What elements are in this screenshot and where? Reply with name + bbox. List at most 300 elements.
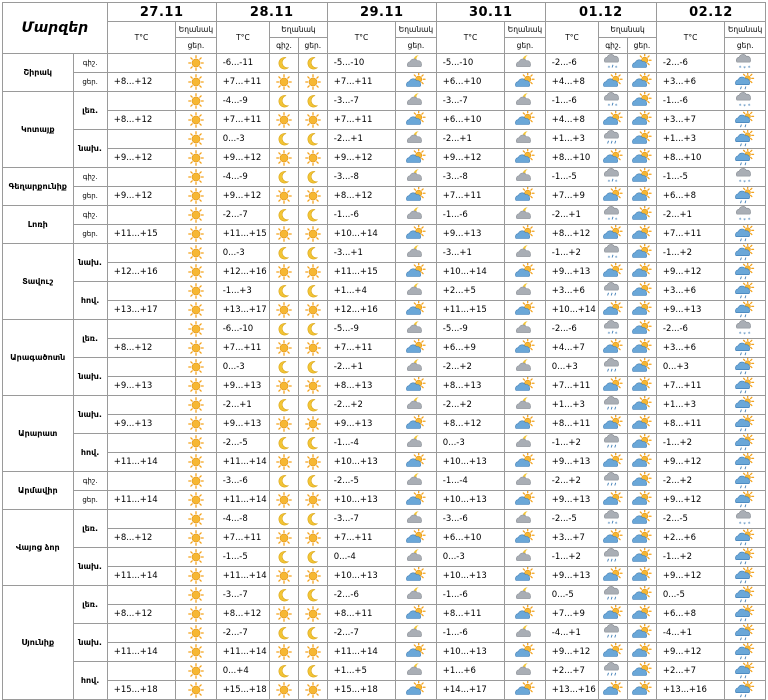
sun-icon (298, 187, 327, 206)
moon-icon (270, 244, 299, 263)
partly-cloudy-icon (396, 681, 437, 700)
temperature-value (107, 130, 175, 149)
temperature-value: -1...-6 (436, 586, 504, 605)
sun-icon (270, 111, 299, 130)
temperature-value: -4...+1 (545, 624, 598, 643)
sun-icon (270, 681, 299, 700)
cloudy-moon-icon (396, 510, 437, 529)
moon-icon (298, 358, 327, 377)
cloud-rain-icon (725, 567, 766, 586)
svg-text:*: * (614, 103, 618, 110)
temperature-value: +7...+9 (545, 605, 598, 624)
partly-cloudy-icon (396, 73, 437, 92)
subregion-label: հով. (73, 662, 107, 700)
forecast-row (3, 358, 766, 377)
temperature-value: +7...+11 (216, 529, 269, 548)
moon-icon (270, 510, 299, 529)
temperature-value: -1...-5 (656, 168, 724, 187)
cloudy-moon-icon (505, 624, 546, 643)
temperature-value: +11...+15 (216, 225, 269, 244)
day-label: ցեր. (73, 225, 107, 244)
sun-icon (298, 453, 327, 472)
temperature-value: -1...+2 (656, 548, 724, 567)
svg-text:*: * (738, 217, 742, 224)
temperature-value: +1...+3 (656, 130, 724, 149)
cloudy-moon-icon (396, 434, 437, 453)
forecast-row (3, 586, 766, 605)
temperature-value: 0...+4 (216, 662, 269, 681)
forecast-row (3, 206, 766, 225)
temperature-value: +7...+11 (216, 111, 269, 130)
temperature-value: -2...+2 (436, 358, 504, 377)
cloudy-moon-icon (505, 130, 546, 149)
sun-icon (298, 643, 327, 662)
svg-text:*: * (747, 179, 751, 186)
date-header: 02.12 (656, 3, 765, 22)
svg-text:*: * (738, 521, 742, 528)
forecast-row (3, 434, 766, 453)
temperature-value: +14...+17 (436, 681, 504, 700)
sun-icon (176, 510, 217, 529)
temperature-value: -1...-5 (545, 168, 598, 187)
partly-cloudy-icon (628, 339, 657, 358)
temperature-value: +15...+18 (107, 681, 175, 700)
partly-cloudy-icon (628, 624, 657, 643)
sun-icon (270, 301, 299, 320)
svg-text:*: * (607, 255, 611, 262)
cloudy-moon-icon (505, 396, 546, 415)
forecast-row (3, 415, 766, 434)
temperature-value: -3...-8 (327, 168, 395, 187)
temperature-value: -3...-7 (436, 92, 504, 111)
night-col-header: գիշ. (599, 38, 628, 54)
temperature-value: +10...+13 (327, 453, 395, 472)
partly-cloudy-icon (396, 149, 437, 168)
temperature-value: -1...+2 (545, 244, 598, 263)
sun-icon (176, 491, 217, 510)
subregion-label: նախ. (73, 358, 107, 396)
temperature-value: -1...+2 (545, 548, 598, 567)
temperature-value: -2...+2 (436, 396, 504, 415)
partly-cloudy-icon (505, 377, 546, 396)
region-name: Սյունիք (3, 586, 74, 700)
moon-icon (298, 662, 327, 681)
partly-cloudy-icon (505, 339, 546, 358)
partly-cloudy-icon (396, 567, 437, 586)
temperature-value: -5...-9 (436, 320, 504, 339)
moon-icon (270, 320, 299, 339)
temperature-value: +9...+13 (107, 377, 175, 396)
temperature-value: -2...+1 (327, 130, 395, 149)
moon-icon (298, 548, 327, 567)
cloud-rain-icon (725, 529, 766, 548)
svg-text:*: * (743, 218, 747, 224)
temperature-value: -2...-6 (656, 54, 724, 73)
moon-icon (270, 130, 299, 149)
temperature-value: 0...+3 (656, 358, 724, 377)
sun-icon (298, 339, 327, 358)
rain-icon (599, 662, 628, 681)
cloud-rain-icon (725, 586, 766, 605)
region-name: Գեղարքունիք (3, 168, 74, 206)
temperature-value (107, 168, 175, 187)
temperature-value: -3...+1 (436, 244, 504, 263)
temperature-value: +8...+12 (107, 529, 175, 548)
cloudy-moon-icon (505, 548, 546, 567)
temperature-value: +7...+11 (436, 187, 504, 206)
weather-col-header: Եղանակ (270, 22, 328, 38)
cloudy-moon-icon (505, 586, 546, 605)
forecast-row (3, 111, 766, 130)
partly-cloudy-icon (396, 605, 437, 624)
temperature-value: +8...+13 (436, 377, 504, 396)
cloud-rain-icon (725, 111, 766, 130)
temperature-value: +15...+18 (216, 681, 269, 700)
sun-icon (270, 187, 299, 206)
temperature-value: +9...+12 (656, 643, 724, 662)
sun-icon (176, 358, 217, 377)
rain-icon (599, 358, 628, 377)
svg-text:*: * (607, 331, 611, 338)
night-label: գիշ. (73, 472, 107, 491)
svg-text:*: * (614, 255, 618, 262)
svg-text:*: * (747, 217, 751, 224)
partly-cloudy-icon (599, 415, 628, 434)
temperature-value: +9...+12 (656, 453, 724, 472)
snow-rain-icon (599, 244, 628, 263)
temp-col-header: T°C (327, 22, 395, 54)
partly-cloudy-icon (599, 263, 628, 282)
temperature-value: -4...-9 (216, 168, 269, 187)
temperature-value: -1...+2 (545, 434, 598, 453)
temperature-value: +9...+13 (216, 377, 269, 396)
snow-rain-icon (599, 206, 628, 225)
temp-col-header: T°C (545, 22, 598, 54)
partly-cloudy-icon (505, 263, 546, 282)
temperature-value: -3...-7 (216, 586, 269, 605)
temperature-value: 0...-5 (545, 586, 598, 605)
forecast-row (3, 263, 766, 282)
temperature-value: -2...-6 (545, 320, 598, 339)
temperature-value: +8...+12 (216, 605, 269, 624)
sun-icon (298, 605, 327, 624)
sun-icon (176, 73, 217, 92)
sun-icon (298, 681, 327, 700)
day-col-header: ցեր. (628, 38, 657, 54)
temperature-value: +8...+12 (327, 187, 395, 206)
temperature-value: -2...-5 (656, 510, 724, 529)
subregion-label: հով. (73, 282, 107, 320)
cloudy-moon-icon (505, 320, 546, 339)
cloud-rain-icon (725, 415, 766, 434)
temperature-value: +9...+12 (656, 263, 724, 282)
forecast-table (2, 2, 766, 700)
moon-icon (298, 244, 327, 263)
partly-cloudy-icon (396, 187, 437, 206)
partly-cloudy-icon (628, 282, 657, 301)
partly-cloudy-icon (599, 111, 628, 130)
temperature-value: +12...+16 (107, 263, 175, 282)
sun-icon (176, 244, 217, 263)
sun-icon (176, 662, 217, 681)
partly-cloudy-icon (628, 529, 657, 548)
sun-icon (176, 130, 217, 149)
forecast-row (3, 624, 766, 643)
temperature-value: +7...+11 (327, 529, 395, 548)
date-header: 30.11 (436, 3, 545, 22)
cloudy-moon-icon (396, 586, 437, 605)
cloud-rain-icon (725, 624, 766, 643)
svg-text:*: * (743, 332, 747, 338)
temperature-value: -1...-6 (327, 206, 395, 225)
sun-icon (270, 73, 299, 92)
sun-icon (176, 415, 217, 434)
forecast-row (3, 662, 766, 681)
temperature-value: -6...-11 (216, 54, 269, 73)
partly-cloudy-icon (505, 491, 546, 510)
forecast-row (3, 339, 766, 358)
sun-icon (298, 111, 327, 130)
temperature-value: +7...+11 (216, 73, 269, 92)
sun-icon (176, 339, 217, 358)
temperature-value: +9...+13 (545, 567, 598, 586)
forecast-row (3, 548, 766, 567)
region-name: Արարատ (3, 396, 74, 472)
temperature-value: +7...+11 (327, 339, 395, 358)
sun-icon (176, 263, 217, 282)
moon-icon (298, 130, 327, 149)
cloudy-moon-icon (505, 358, 546, 377)
rain-icon (599, 282, 628, 301)
forecast-row (3, 282, 766, 301)
partly-cloudy-icon (505, 111, 546, 130)
cloudy-moon-icon (505, 92, 546, 111)
temperature-value: -5...-10 (327, 54, 395, 73)
temp-col-header: T°C (216, 22, 269, 54)
temperature-value: -2...+1 (545, 206, 598, 225)
sun-icon (270, 529, 299, 548)
temperature-value: +13...+16 (656, 681, 724, 700)
partly-cloudy-icon (599, 225, 628, 244)
temperature-value: +1...+3 (656, 396, 724, 415)
date-header: 29.11 (327, 3, 436, 22)
sun-icon (270, 567, 299, 586)
sun-icon (298, 529, 327, 548)
forecast-row (3, 643, 766, 662)
snow-icon (725, 54, 766, 73)
temp-col-header: T°C (107, 22, 175, 54)
partly-cloudy-icon (599, 377, 628, 396)
temperature-value (107, 92, 175, 111)
partly-cloudy-icon (628, 187, 657, 206)
temperature-value: -1...+3 (216, 282, 269, 301)
temperature-value: +1...+4 (327, 282, 395, 301)
partly-cloudy-icon (628, 130, 657, 149)
temperature-value: +3...+6 (656, 73, 724, 92)
temperature-value (107, 396, 175, 415)
temperature-value: +8...+10 (545, 149, 598, 168)
temperature-value: 0...+3 (545, 358, 598, 377)
partly-cloudy-icon (396, 225, 437, 244)
sun-icon (298, 263, 327, 282)
sun-icon (176, 111, 217, 130)
sun-icon (176, 624, 217, 643)
cloudy-moon-icon (396, 130, 437, 149)
cloud-rain-icon (725, 358, 766, 377)
partly-cloudy-icon (505, 453, 546, 472)
temperature-value: +11...+14 (216, 567, 269, 586)
day-label: ցեր. (73, 187, 107, 206)
moon-icon (270, 92, 299, 111)
sun-icon (298, 377, 327, 396)
moon-icon (270, 396, 299, 415)
temperature-value: -6...-10 (216, 320, 269, 339)
partly-cloudy-icon (599, 453, 628, 472)
svg-text:*: * (743, 66, 747, 72)
rain-icon (599, 624, 628, 643)
temperature-value: +8...+11 (436, 605, 504, 624)
sun-icon (176, 567, 217, 586)
region-name: Տավուշ (3, 244, 74, 320)
moon-icon (298, 168, 327, 187)
subregion-label: լեռ. (73, 586, 107, 624)
partly-cloudy-icon (396, 529, 437, 548)
temperature-value: +7...+11 (545, 377, 598, 396)
region-name: Վայոց ձոր (3, 510, 74, 586)
rain-icon (599, 548, 628, 567)
sun-icon (176, 434, 217, 453)
partly-cloudy-icon (599, 73, 628, 92)
partly-cloudy-icon (599, 605, 628, 624)
temperature-value (107, 244, 175, 263)
temperature-value: +11...+14 (216, 491, 269, 510)
svg-text:*: * (747, 521, 751, 528)
temperature-value: +11...+14 (327, 643, 395, 662)
svg-text:*: * (607, 179, 611, 186)
temperature-value: -4...+1 (656, 624, 724, 643)
partly-cloudy-icon (628, 377, 657, 396)
partly-cloudy-icon (505, 187, 546, 206)
partly-cloudy-icon (599, 149, 628, 168)
moon-icon (270, 358, 299, 377)
partly-cloudy-icon (628, 491, 657, 510)
moon-icon (298, 92, 327, 111)
temperature-value: +8...+10 (656, 149, 724, 168)
temperature-value: -4...-9 (216, 92, 269, 111)
temperature-value: +11...+14 (107, 567, 175, 586)
temperature-value (107, 624, 175, 643)
forecast-row (3, 187, 766, 206)
temperature-value: -5...-10 (436, 54, 504, 73)
temperature-value: +6...+8 (656, 187, 724, 206)
temperature-value: -1...-6 (436, 206, 504, 225)
temperature-value: +9...+12 (107, 187, 175, 206)
cloud-rain-icon (725, 472, 766, 491)
partly-cloudy-icon (628, 472, 657, 491)
forecast-row (3, 73, 766, 92)
temperature-value: +9...+12 (656, 567, 724, 586)
partly-cloudy-icon (628, 263, 657, 282)
temperature-value: -4...-8 (216, 510, 269, 529)
weather-col-header: Եղանակ (505, 22, 546, 38)
cloud-rain-icon (725, 73, 766, 92)
cloud-rain-icon (725, 434, 766, 453)
partly-cloudy-icon (599, 681, 628, 700)
rain-icon (599, 434, 628, 453)
temperature-value: +10...+14 (327, 225, 395, 244)
temperature-value: +3...+6 (656, 282, 724, 301)
temperature-value: +10...+14 (436, 263, 504, 282)
sun-icon (298, 567, 327, 586)
rain-icon (599, 472, 628, 491)
cloud-rain-icon (725, 453, 766, 472)
temperature-value (107, 282, 175, 301)
snow-rain-icon (599, 510, 628, 529)
moon-icon (298, 586, 327, 605)
temp-col-header: T°C (436, 22, 504, 54)
cloudy-moon-icon (505, 206, 546, 225)
temperature-value: 0...-3 (436, 548, 504, 567)
temperature-value: +9...+13 (545, 491, 598, 510)
temperature-value: +9...+12 (656, 491, 724, 510)
temperature-value: +6...+10 (436, 111, 504, 130)
partly-cloudy-icon (628, 548, 657, 567)
temperature-value: +12...+16 (216, 263, 269, 282)
subregion-label: լեռ. (73, 510, 107, 548)
partly-cloudy-icon (628, 586, 657, 605)
temperature-value: +9...+13 (656, 301, 724, 320)
forecast-row (3, 130, 766, 149)
svg-text:*: * (738, 65, 742, 72)
date-header: 27.11 (107, 3, 216, 22)
partly-cloudy-icon (628, 92, 657, 111)
forecast-row (3, 681, 766, 700)
temperature-value: 0...-4 (327, 548, 395, 567)
night-label: գիշ. (73, 168, 107, 187)
partly-cloudy-icon (396, 377, 437, 396)
partly-cloudy-icon (628, 643, 657, 662)
cloud-rain-icon (725, 339, 766, 358)
moon-icon (270, 624, 299, 643)
sun-icon (298, 73, 327, 92)
temperature-value: -2...-7 (327, 624, 395, 643)
temperature-value: +13...+17 (216, 301, 269, 320)
temperature-value: -2...-6 (327, 586, 395, 605)
temperature-value: +12...+16 (327, 301, 395, 320)
snow-rain-icon (599, 168, 628, 187)
cloud-rain-icon (725, 643, 766, 662)
partly-cloudy-icon (396, 111, 437, 130)
snow-icon (725, 510, 766, 529)
temperature-value (107, 548, 175, 567)
temperature-value: +13...+16 (545, 681, 598, 700)
moon-icon (270, 548, 299, 567)
forecast-row (3, 529, 766, 548)
moon-icon (298, 472, 327, 491)
svg-text:*: * (738, 103, 742, 110)
temperature-value: +2...+5 (436, 282, 504, 301)
temperature-value: +2...+7 (656, 662, 724, 681)
temperature-value: +11...+15 (327, 263, 395, 282)
temperature-value: +8...+11 (327, 605, 395, 624)
cloud-rain-icon (725, 662, 766, 681)
subregion-label: լեռ. (73, 92, 107, 130)
sun-icon (176, 605, 217, 624)
region-name: Կոտայք (3, 92, 74, 168)
partly-cloudy-icon (505, 567, 546, 586)
temperature-value: +8...+12 (107, 339, 175, 358)
snow-icon (725, 168, 766, 187)
